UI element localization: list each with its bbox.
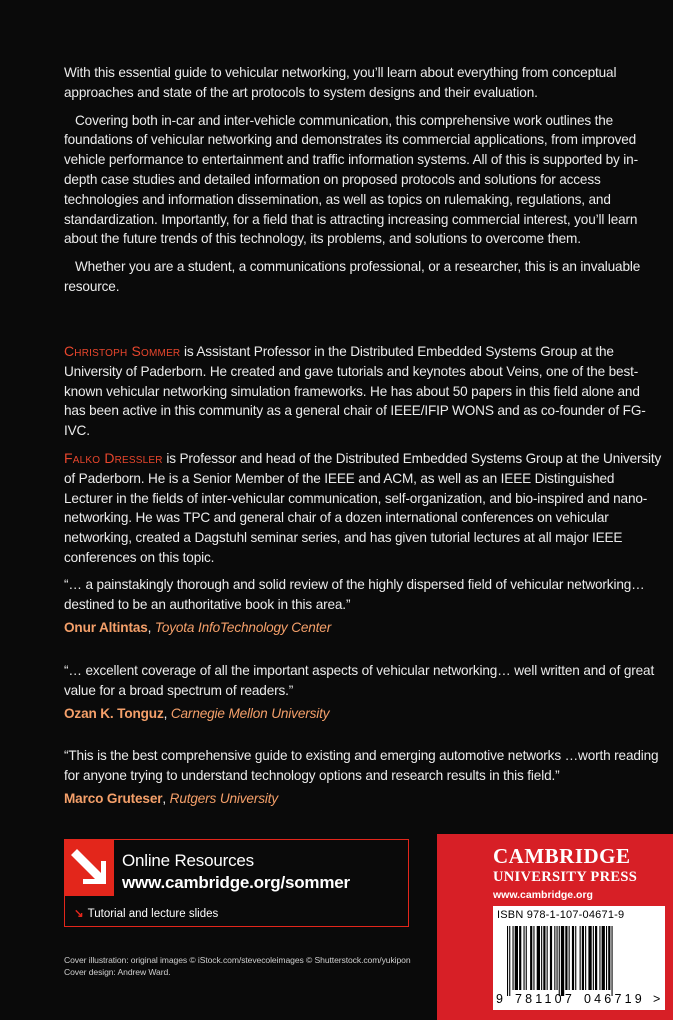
endorsement-text: “This is the best comprehensive guide to existing and emerging automotive networks …worth reading for anyone trying to understand technology options and research results in this field.” <box>64 748 659 783</box>
author-bio <box>64 449 664 568</box>
barcode-bar <box>537 926 540 990</box>
barcode-bar <box>606 926 607 990</box>
barcode-bar <box>515 926 518 990</box>
publisher-url: www.cambridge.org <box>493 889 593 901</box>
barcode-bar <box>559 926 560 996</box>
barcode-bar <box>602 926 605 990</box>
isbn-label: ISBN 978-1-107-04671-9 <box>497 909 625 921</box>
barcode-bar <box>543 926 545 990</box>
endorser-name: Onur Altintas <box>64 619 148 635</box>
barcode-bar <box>599 926 600 990</box>
barcode-bar <box>565 926 567 990</box>
author-bio-text: is Professor and head of the Distributed Embedded Systems Group at the University of Paderborn. He is a Senior Member of the IEEE and ACM, as well as an IEEE Distinguished Lecturer in the fields of inter-vehicular communication, self-organization, and bio-inspired and nano-networking. He was TPC and general chair of a dozen international conferences on vehicular networking, created a Dagstuhl seminar series, and has given tutorial lectures at all major IEEE conferences on this topic. <box>64 450 662 565</box>
description <box>64 63 664 305</box>
endorsement-attribution: Marco Gruteser, Rutgers University <box>64 790 279 806</box>
barcode-bar <box>541 926 542 990</box>
barcode-bar <box>572 926 574 990</box>
description-paragraph-1: With this essential guide to vehicular networking, you’ll learn about everything from conceptual approaches and state of the art protocols to system designs and their evaluation. <box>64 65 617 100</box>
barcode-bar <box>547 926 548 990</box>
barcode-bar <box>513 926 514 990</box>
barcode-bar <box>580 926 581 990</box>
publisher-logo <box>493 846 668 903</box>
author-name: Christoph Sommer <box>64 343 181 359</box>
cover-credits <box>64 955 434 978</box>
endorsement-text: “… excellent coverage of all the important aspects of vehicular networking… well written and of great value for a broad spectrum of readers.” <box>64 663 655 698</box>
barcode-digit-group-2: 046719 <box>584 992 645 1006</box>
author-bio <box>64 342 664 441</box>
barcode-bar <box>593 926 594 990</box>
endorsement-attribution: Ozan K. Tonguz, Carnegie Mellon University <box>64 705 330 721</box>
barcode-bar <box>524 926 525 990</box>
barcode-end-mark: > <box>653 992 661 1006</box>
online-resources-title: Online Resources <box>122 851 254 870</box>
author-bio-text: is Assistant Professor in the Distributed Embedded Systems Group at the University of Paderborn. He created and gave tutorials and keynotes about Veins, one of the best-known vehicular networking simulation frameworks. He has about 50 papers in this field alone and has been active in this community as a general chair of IEEE/IFIP WONS and as co-founder of FG-IVC. <box>64 344 646 439</box>
publisher-name-line2: UNIVERSITY PRESS <box>493 869 638 885</box>
publisher-name-line1: CAMBRIDGE <box>493 844 631 868</box>
barcode-lead-digit: 9 <box>496 992 503 1006</box>
barcode-bar <box>509 926 510 996</box>
endorsement <box>64 575 664 637</box>
barcode-bar <box>519 926 521 990</box>
online-resources-badge <box>65 840 114 896</box>
cover-illustration-credit: Cover illustration: original images © iStock.com/stevecoleimages © Shutterstock.com/yukipon <box>64 955 411 965</box>
online-resources-item <box>74 906 218 920</box>
barcode-digits <box>493 992 665 1008</box>
arrow-down-right-icon <box>71 849 107 887</box>
endorser-affiliation: Toyota InfoTechnology Center <box>154 619 332 635</box>
author-name: Falko Dressler <box>64 449 163 466</box>
author-bios <box>64 342 664 576</box>
barcode-bar <box>561 926 564 996</box>
barcode-digit-group-1: 781107 <box>515 992 575 1006</box>
barcode-bar <box>530 926 532 990</box>
barcode-bar <box>588 926 591 990</box>
endorser-affiliation: Rutgers University <box>169 790 279 806</box>
barcode-bar <box>595 926 597 990</box>
publisher-block <box>437 834 673 1020</box>
barcode-bar <box>569 926 570 990</box>
endorser-affiliation: Carnegie Mellon University <box>170 705 330 721</box>
barcode-bar <box>557 926 558 990</box>
endorser-name: Ozan K. Tonguz <box>64 705 164 721</box>
endorser-name: Marco Gruteser <box>64 790 163 806</box>
barcode-bar <box>526 926 527 990</box>
barcode-bar <box>550 926 552 990</box>
endorsement-text: “… a painstakingly thorough and solid review of the highly dispersed field of vehicular networking… destined to be an authoritative book in this area.” <box>64 577 645 612</box>
isbn-barcode <box>493 906 665 1010</box>
barcode-bar <box>575 926 576 990</box>
online-resources-item-label: Tutorial and lecture slides <box>87 908 219 920</box>
barcode-bar <box>585 926 586 990</box>
endorsement <box>64 746 664 808</box>
online-resources-box <box>64 839 409 927</box>
description-paragraph-2: Covering both in-car and inter-vehicle communication, this comprehensive work outlines the foundations of vehicular networking and demonstrates its commercial applications, from improved vehicle performance to entertainment and traffic information systems. All of this is supported by in-depth case studies and detailed information on proposed protocols and solutions for access technologies and information dissemination, as well as topics on rulemaking, regulations, and standardization. Importantly, for a field that is attracting increasing commercial interest, you’ll learn about the future trends of this technology, its problems, and solutions to overcome them. <box>64 112 638 247</box>
arrow-icon: ↘ <box>74 908 84 920</box>
barcode-bar <box>612 926 613 996</box>
description-paragraph-3: Whether you are a student, a communications professional, or a researcher, this is an invaluable resource. <box>64 259 641 294</box>
cover-design-credit: Cover design: Andrew Ward. <box>64 966 171 977</box>
barcode-bar <box>554 926 555 990</box>
barcode-bar <box>507 926 508 996</box>
barcode-bar <box>533 926 534 990</box>
endorsement <box>64 661 664 723</box>
barcode-bar <box>608 926 610 990</box>
online-resources-url[interactable]: www.cambridge.org/sommer <box>122 873 350 892</box>
barcode-bar <box>582 926 584 990</box>
endorsement-attribution: Onur Altintas, Toyota InfoTechnology Center <box>64 619 332 635</box>
